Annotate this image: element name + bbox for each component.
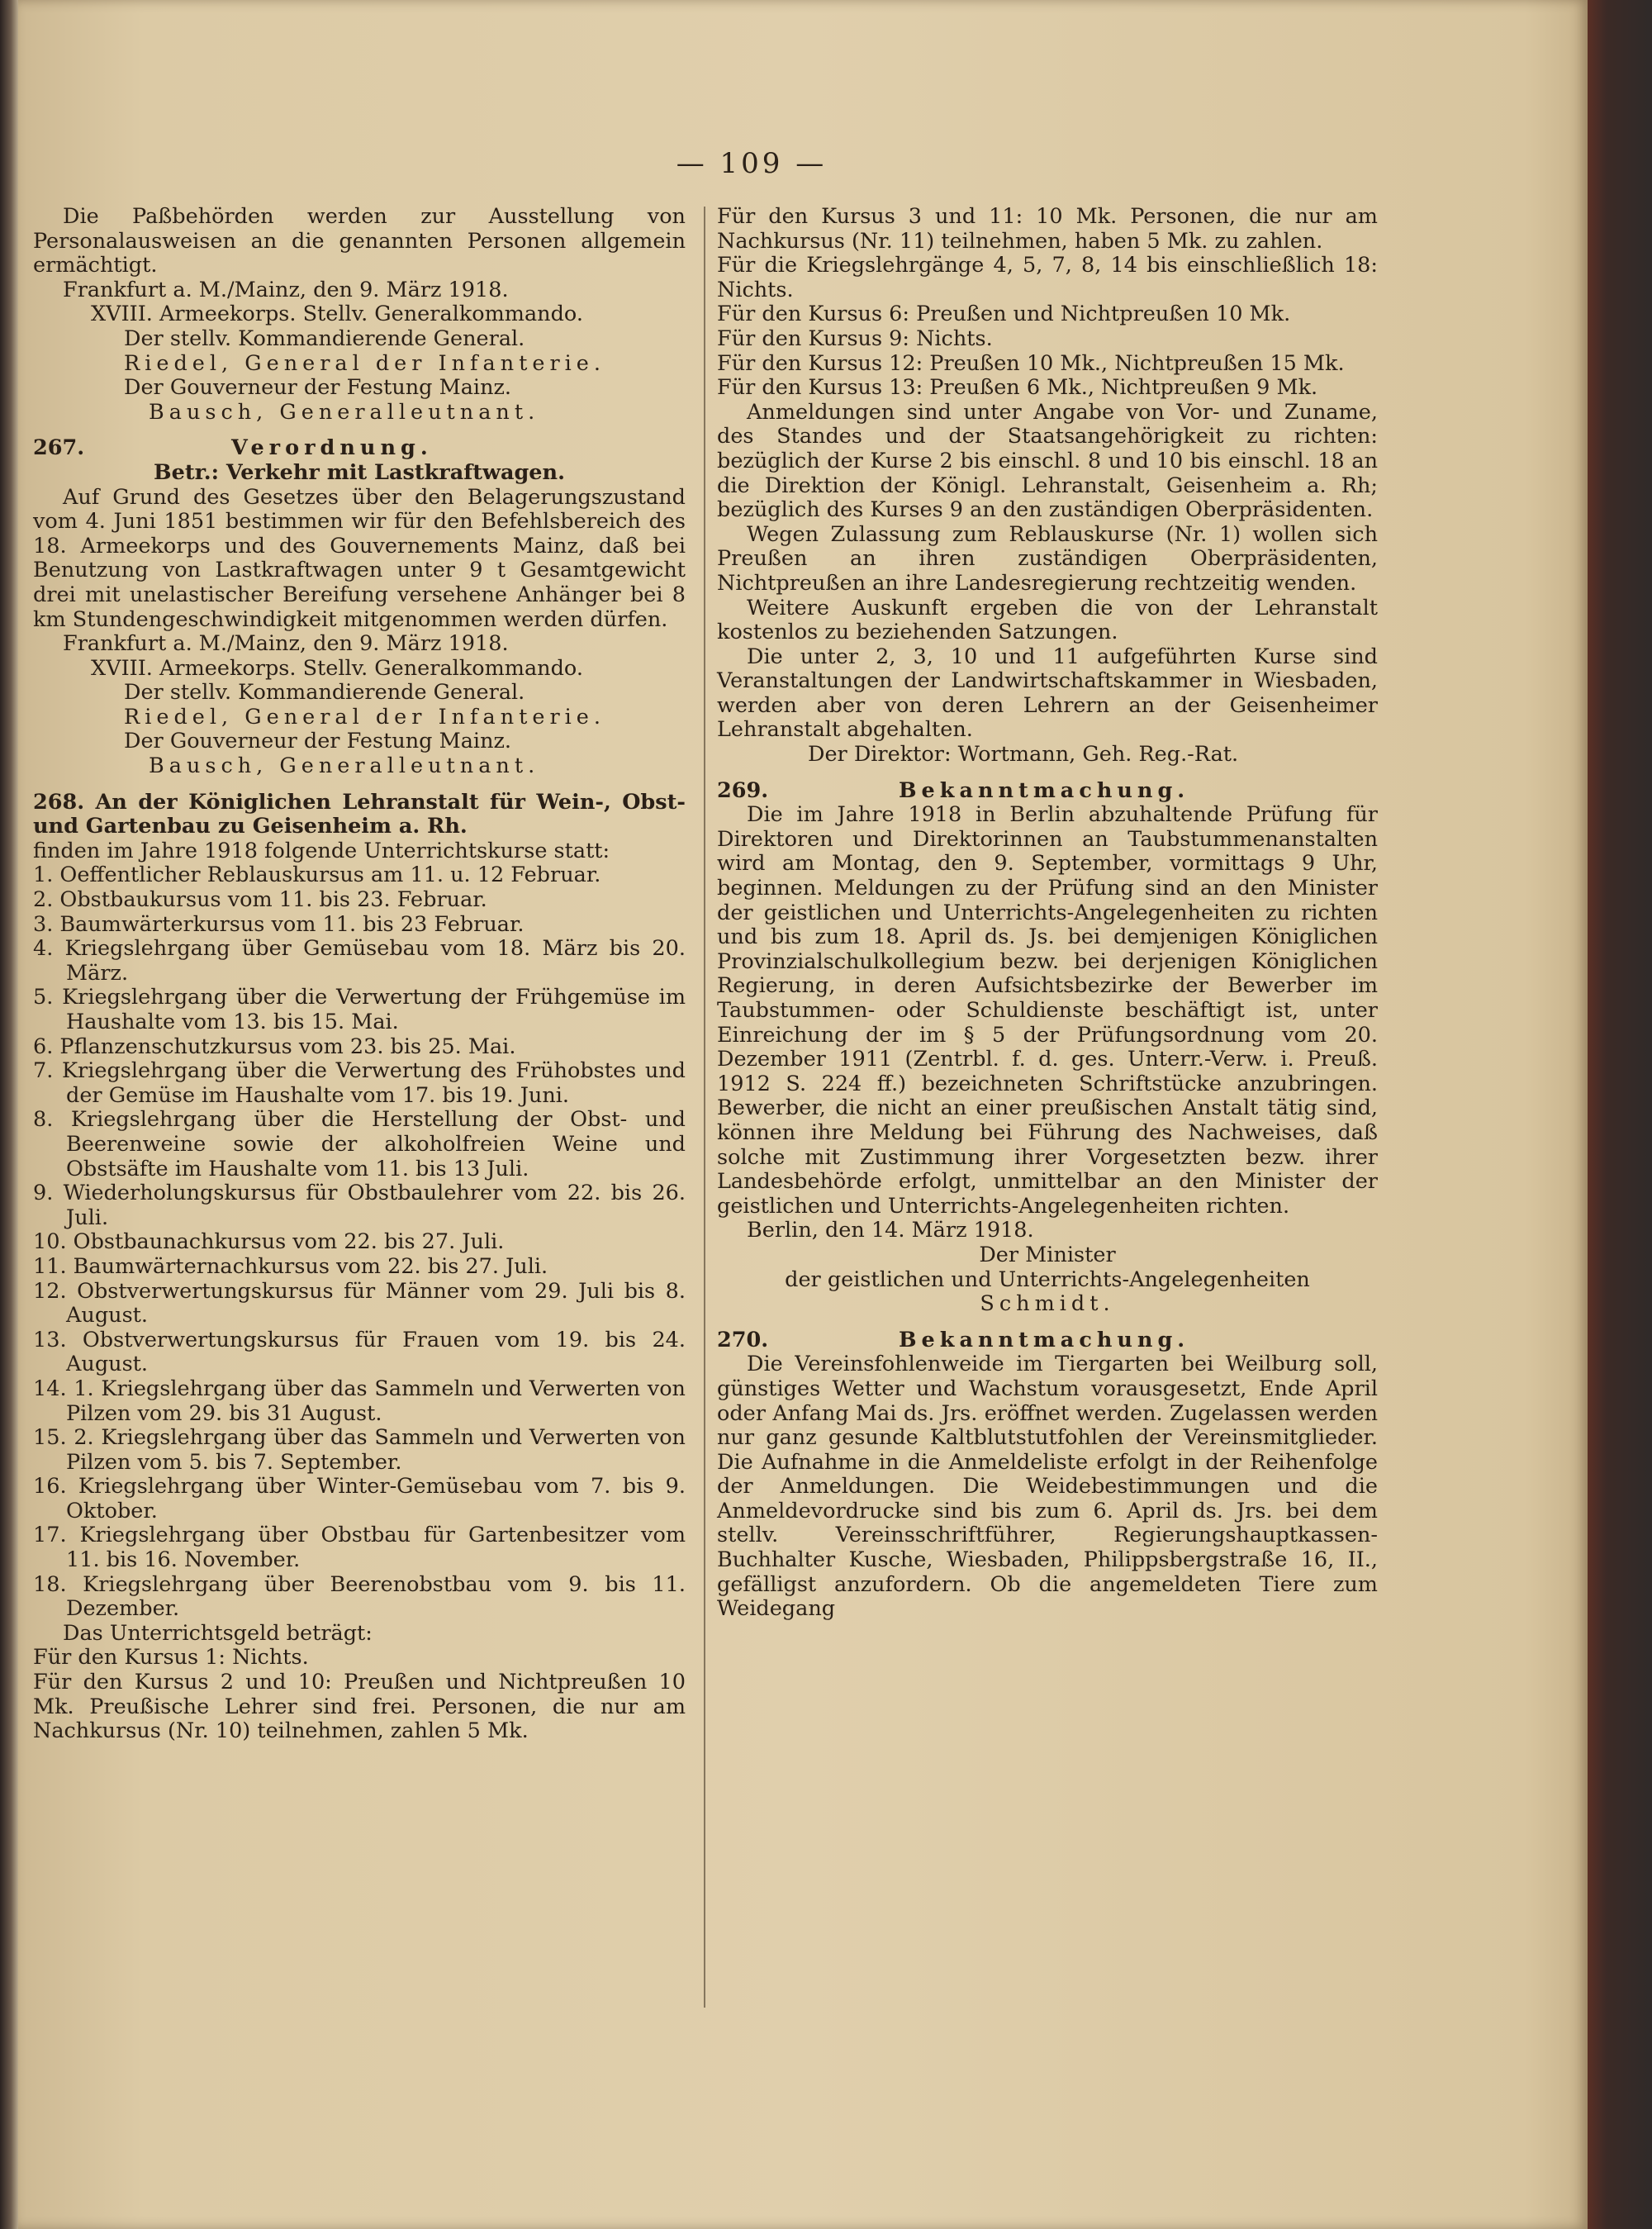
signature-line: XVIII. Armeekorps. Stellv. Generalkommando.: [91, 655, 583, 681]
list-item: 15. 2. Kriegslehrgang über das Sammeln und Verwerten von Pilzen vom 5. bis 7. September.: [33, 1425, 686, 1475]
paragraph: finden im Jahre 1918 folgende Unterrichtskurse statt:: [33, 838, 610, 863]
list-item: 7. Kriegslehrgang über die Verwertung des Frühobstes und der Gemüse im Haushalte vom 17. bis 19. Juni.: [33, 1058, 686, 1108]
signature-line: Der Minister: [979, 1242, 1116, 1267]
signature-line: Schmidt.: [980, 1291, 1115, 1317]
paragraph: Das Unterrichtsgeld beträgt:: [63, 1620, 373, 1646]
paragraph: Für den Kursus 13: Preußen 6 Mk., Nichtpreußen 9 Mk.: [717, 375, 1318, 401]
signature-line: Der stellv. Kommandierende General.: [124, 326, 525, 351]
section-270-heading: [717, 1328, 1378, 1353]
date-line: Frankfurt a. M./Mainz, den 9. März 1918.: [63, 631, 509, 657]
list-item: 5. Kriegslehrgang über die Verwertung der Frühgemüse im Haushalte vom 13. bis 15. Mai.: [33, 985, 686, 1034]
paragraph: Die Vereinsfohlenweide im Tiergarten bei Weilburg soll, günstiges Wetter und Wachstum vorausgesetzt, Ende April oder Anfang Mai ds. Jrs. eröffnet werden. Zugelassen werden nur ganz gesunde Kaltblutstutfohlen der Vereinsmitglieder. Die Aufnahme in die Anmeldeliste erfolgt in der Reihenfolge der Anmeldungen. Die Weidebestimmungen und die Anmeldevordrucke sind bis zum 6. April ds. Jrs. bei dem stellv. Vereinsschriftführer, Regierungshauptkassen-Buchhalter Kusche, Wiesbaden, Philippsbergstraße 16, II., gefälligst anzufordern. Ob die angemeldeten Tiere zum Weidegang: [717, 1352, 1378, 1622]
list-item: 9. Wiederholungskursus für Obstbaulehrer vom 22. bis 26. Juli.: [33, 1181, 686, 1230]
date-line: Berlin, den 14. März 1918.: [747, 1218, 1034, 1243]
signature-line: Bausch, Generalleutnant.: [149, 753, 540, 779]
section-269-heading: [717, 779, 1378, 804]
list-item: 4. Kriegslehrgang über Gemüsebau vom 18. März bis 20. März.: [33, 936, 686, 986]
section-title: Bekanntmachung.: [899, 1327, 1190, 1352]
paragraph: Für den Kursus 9: Nichts.: [717, 326, 993, 351]
signature-line: Riedel, General der Infanterie.: [124, 350, 606, 376]
page-number: — 109 —: [676, 147, 828, 180]
course-list: [33, 863, 686, 1621]
section-title: An der Königlichen Lehranstalt für Wein-, Obst- und Gartenbau zu Geisenheim a. Rh.: [33, 789, 686, 839]
list-item: 17. Kriegslehrgang über Obstbau für Gartenbesitzer vom 11. bis 16. November.: [33, 1523, 686, 1573]
list-item: 16. Kriegslehrgang über Winter-Gemüsebau vom 7. bis 9. Oktober.: [33, 1474, 686, 1523]
signature-line: der geistlichen und Unterrichts-Angelegenheiten: [785, 1267, 1310, 1292]
section-number: 270.: [717, 1327, 769, 1352]
paragraph: Die Paßbehörden werden zur Ausstellung von Personalausweisen an die genannten Personen allgemein ermächtigt.: [33, 204, 686, 278]
list-item: 1. Oeffentlicher Reblauskursus am 11. u. 12 Februar.: [33, 863, 601, 888]
left-column: [33, 205, 686, 1744]
list-item: 13. Obstverwertungskursus für Frauen vom 19. bis 24. August.: [33, 1327, 686, 1377]
signature-line: Riedel, General der Infanterie.: [124, 704, 606, 730]
book-spine: [0, 0, 18, 2229]
paragraph: Für den Kursus 3 und 11: 10 Mk. Personen, die nur am Nachkursus (Nr. 11) teilnehmen, haben 5 Mk. zu zahlen.: [717, 204, 1378, 254]
signature-line: Der Gouverneur der Festung Mainz.: [124, 729, 512, 754]
section-title: Bekanntmachung.: [899, 777, 1190, 803]
list-item: 10. Obstbaunachkursus vom 22. bis 27. Juli.: [33, 1229, 505, 1255]
paragraph: Für den Kursus 1: Nichts.: [33, 1645, 309, 1671]
list-item: 11. Baumwärternachkursus vom 22. bis 27. Juli.: [33, 1253, 548, 1279]
column-divider: [704, 207, 705, 2008]
book-cover-edge: [1588, 0, 1652, 2229]
signature-line: Bausch, Generalleutnant.: [149, 399, 540, 425]
paragraph: Die unter 2, 3, 10 und 11 aufgeführten Kurse sind Veranstaltungen der Landwirtschaftskammer in Wiesbaden, werden aber von deren Lehrern an der Geisenheimer Lehranstalt abgehalten.: [717, 644, 1378, 743]
signature-line: Der Direktor: Wortmann, Geh. Reg.-Rat.: [808, 742, 1239, 768]
paragraph: Wegen Zulassung zum Reblauskurse (Nr. 1) wollen sich Preußen an ihren zuständigen Oberpräsidenten, Nichtpreußen an ihre Landesregierung rechtzeitig wenden.: [717, 521, 1378, 596]
section-title: Verordnung.: [231, 435, 433, 461]
section-number: 269.: [717, 777, 769, 803]
paragraph: Auf Grund des Gesetzes über den Belagerungszustand vom 4. Juni 1851 bestimmen wir für den Befehlsbereich des 18. Armeekorps und des Gouvernements Mainz, daß bei Benutzung von Lastkraftwagen unter 9 t Gesamtgewicht drei mit unelastischer Bereifung versehene Anhänger bei 8 km Stundengeschwindigkeit mitgenommen werden dürfen.: [33, 484, 686, 632]
subject-line: Betr.: Verkehr mit Lastkraftwagen.: [154, 459, 565, 485]
paragraph: Weitere Auskunft ergeben die von der Lehranstalt kostenlos zu beziehenden Satzungen.: [717, 595, 1378, 645]
date-line: Frankfurt a. M./Mainz, den 9. März 1918.: [63, 277, 509, 302]
signature-line: XVIII. Armeekorps. Stellv. Generalkommando.: [91, 302, 583, 327]
list-item: 8. Kriegslehrgang über die Herstellung der Obst- und Beerenweine sowie der alkoholfreien Weine und Obstsäfte im Haushalte vom 11. bis 13 Juli.: [33, 1107, 686, 1181]
list-item: 3. Baumwärterkursus vom 11. bis 23 Februar.: [33, 911, 525, 937]
section-267-heading: [33, 436, 686, 461]
right-column: [717, 205, 1378, 1622]
paragraph: Für die Kriegslehrgänge 4, 5, 7, 8, 14 bis einschließlich 18: Nichts.: [717, 253, 1378, 302]
section-number: 268.: [33, 789, 85, 815]
section-268-heading: [33, 791, 686, 839]
list-item: 6. Pflanzenschutzkursus vom 23. bis 25. Mai.: [33, 1034, 516, 1059]
signature-line: Der stellv. Kommandierende General.: [124, 680, 525, 706]
section-number: 267.: [33, 435, 85, 461]
list-item: 18. Kriegslehrgang über Beerenobstbau vom 9. bis 11. Dezember.: [33, 1571, 686, 1622]
list-item: 12. Obstverwertungskursus für Männer vom 29. Juli bis 8. August.: [33, 1278, 686, 1328]
paragraph: Für den Kursus 12: Preußen 10 Mk., Nichtpreußen 15 Mk.: [717, 350, 1345, 376]
paragraph: Für den Kursus 6: Preußen und Nichtpreußen 10 Mk.: [717, 302, 1291, 327]
paragraph: Anmeldungen sind unter Angabe von Vor- und Zuname, des Standes und der Staatsangehörigkeit zu richten: bezüglich der Kurse 2 bis einschl. 8 und 10 bis einschl. 18 an die Direktion der Königl. Lehranstalt, Geisenheim a. Rh; bezüglich des Kurses 9 an den zuständigen Oberpräsidenten.: [717, 399, 1378, 523]
list-item: 14. 1. Kriegslehrgang über das Sammeln und Verwerten von Pilzen vom 29. bis 31 August.: [33, 1376, 686, 1426]
signature-line: Der Gouverneur der Festung Mainz.: [124, 375, 512, 401]
paragraph: Die im Jahre 1918 in Berlin abzuhaltende Prüfung für Direktoren und Direktorinnen an Taubstummenanstalten wird am Montag, den 9. September, vormittags 9 Uhr, beginnen. Meldungen zu der Prüfung sind an den Minister der geistlichen und Unterrichts-Angelegenheiten zu richten und bis zum 18. April ds. Js. bei demjenigen Königlichen Provinzialschulkollegium bezw. bei derjenigen Königlichen Regierung, in deren Aufsichtsbezirke der Bewerber im Taubstummen- oder Schuldienste beschäftigt ist, unter Einreichung der im § 5 der Prüfungsordnung vom 20. Dezember 1911 (Zentrbl. f. d. ges. Unterr.-Verw. i. Preuß. 1912 S. 224 ff.) bezeichneten Schriftstücke anzubringen. Bewerber, die nicht an einer preußischen Anstalt tätig sind, können ihre Meldung bei Führung des Nachweises, daß solche mit Zustimmung ihrer Vorgesetzten bezw. ihrer Landesbehörde erfolgt, unmittelbar an den Minister der geistlichen und Unterrichts-Angelegenheiten richten.: [717, 802, 1378, 1219]
list-item: 2. Obstbaukursus vom 11. bis 23. Februar.: [33, 887, 487, 913]
paragraph: Für den Kursus 2 und 10: Preußen und Nichtpreußen 10 Mk. Preußische Lehrer sind frei. Personen, die nur am Nachkursus (Nr. 10) teilnehmen, zahlen 5 Mk.: [33, 1670, 686, 1744]
